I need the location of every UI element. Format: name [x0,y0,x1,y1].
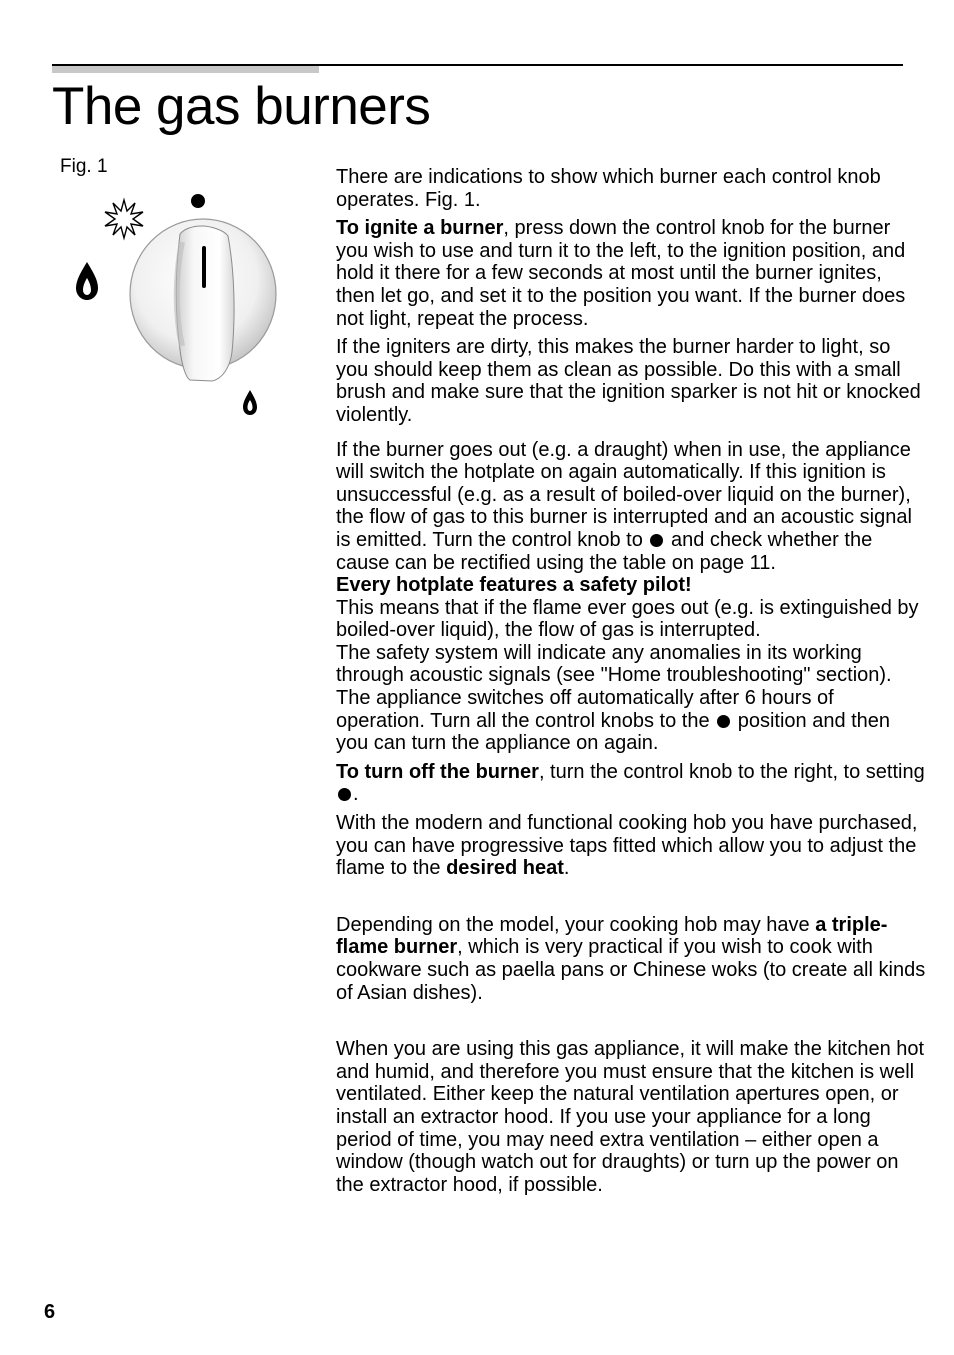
ignite-heading: To ignite a burner [336,217,504,240]
spark-icon [105,200,143,238]
page-number: 6 [44,1301,56,1323]
turn-off-text: , turn the control knob to the right, to setting [538,760,925,783]
small-flame-icon [243,390,257,415]
paragraph-indications: There are indications to show which burner each control knob operates. Fig. 1. [336,166,881,211]
triple-flame-text-b: , which is very practical if you wish to cook with cookware such as paella pans or Chinese woks (to create all kinds of Asian dishes). [336,936,926,1004]
triple-flame-bold: a triple-flame burner [336,913,888,959]
paragraph-burner-out [336,439,926,575]
turn-off-heading: To turn off the burner [336,760,539,783]
paragraph-ventilation: When you are using this gas appliance, it will make the kitchen hot and humid, and therefore you must ensure that the kitchen is well ventilated. Either keep the natural ventilation apertures open, or install an extractor hood. If you use your appliance for a long period of time, you may need extra ventilation – either open a window (though watch out for draughts) or turn up the power on the extractor hood, if possible. [336,1038,925,1196]
desired-heat-bold: desired heat [446,857,564,880]
paragraph-safety-system: The safety system will indicate any anomalies in its working through acoustic signals (see "Home troubleshooting" section). [336,641,892,687]
paragraph-turn-off [336,761,926,806]
off-dot-icon [717,715,730,728]
auto-off-text-b: position and then you can turn the appliance on again. [336,709,891,755]
progressive-taps-text: With the modern and functional cooking hob you have purchased, you can have progressive taps fitted which allow you to adjust the flame to the [336,812,918,880]
off-dot-icon [338,788,351,801]
paragraph-igniters: If the igniters are dirty, this makes the burner harder to light, so you should keep them as clean as possible. Do this with a small brush and make sure that the ignition sparker is not hit or knocked violently. [336,336,921,426]
knob-diagram [70,186,290,426]
figure-1 [70,186,290,426]
large-flame-icon [76,262,98,300]
paragraph-auto-off [336,687,926,755]
header-rule-gray [52,66,319,73]
paragraph-safety-pilot: This means that if the flame ever goes out (e.g. is extinguished by boiled-over liquid), the flow of gas is interrupted. [336,596,919,642]
triple-flame-text-a: Depending on the model, your cooking hob may have [336,913,810,936]
off-dot-icon [650,534,663,547]
paragraph-ignite [336,217,926,330]
paragraph-triple-flame [336,914,926,1004]
main-text-column [336,166,926,1196]
auto-off-text-a: The appliance switches off automatically after 6 hours of operation. Turn all the control knobs to the [336,687,834,732]
ignite-text: , press down the control knob for the burner you wish to use and turn it to the left, to the ignition position, and hold it there for a few seconds at most until the burner ignites, then let go, and set it to the position you want. If the burner does not light, repeat the process. [336,217,906,330]
safety-pilot-heading: Every hotplate features a safety pilot! [336,574,692,597]
turn-off-period: . [353,783,359,806]
paragraph-progressive-taps [336,812,926,880]
page-title: The gas burners [52,77,431,136]
burner-out-text-a: If the burner goes out (e.g. a draught) when in use, the appliance will switch the hotplate on again automatically. If this ignition is unsuccessful (e.g. as a result of boiled-over liquid on the burner), the flow of gas to this burner is interrupted and an acoustic signal is emitted. Turn the control knob to [336,438,912,551]
paragraph-safety-pilot-heading [336,574,926,597]
control-knob [130,219,276,381]
progressive-taps-period: . [563,857,570,880]
figure-label: Fig. 1 [60,156,108,177]
off-dot-icon [191,194,205,208]
burner-out-text-b: and check whether the cause can be rectified using the table on page 11. [336,528,873,574]
